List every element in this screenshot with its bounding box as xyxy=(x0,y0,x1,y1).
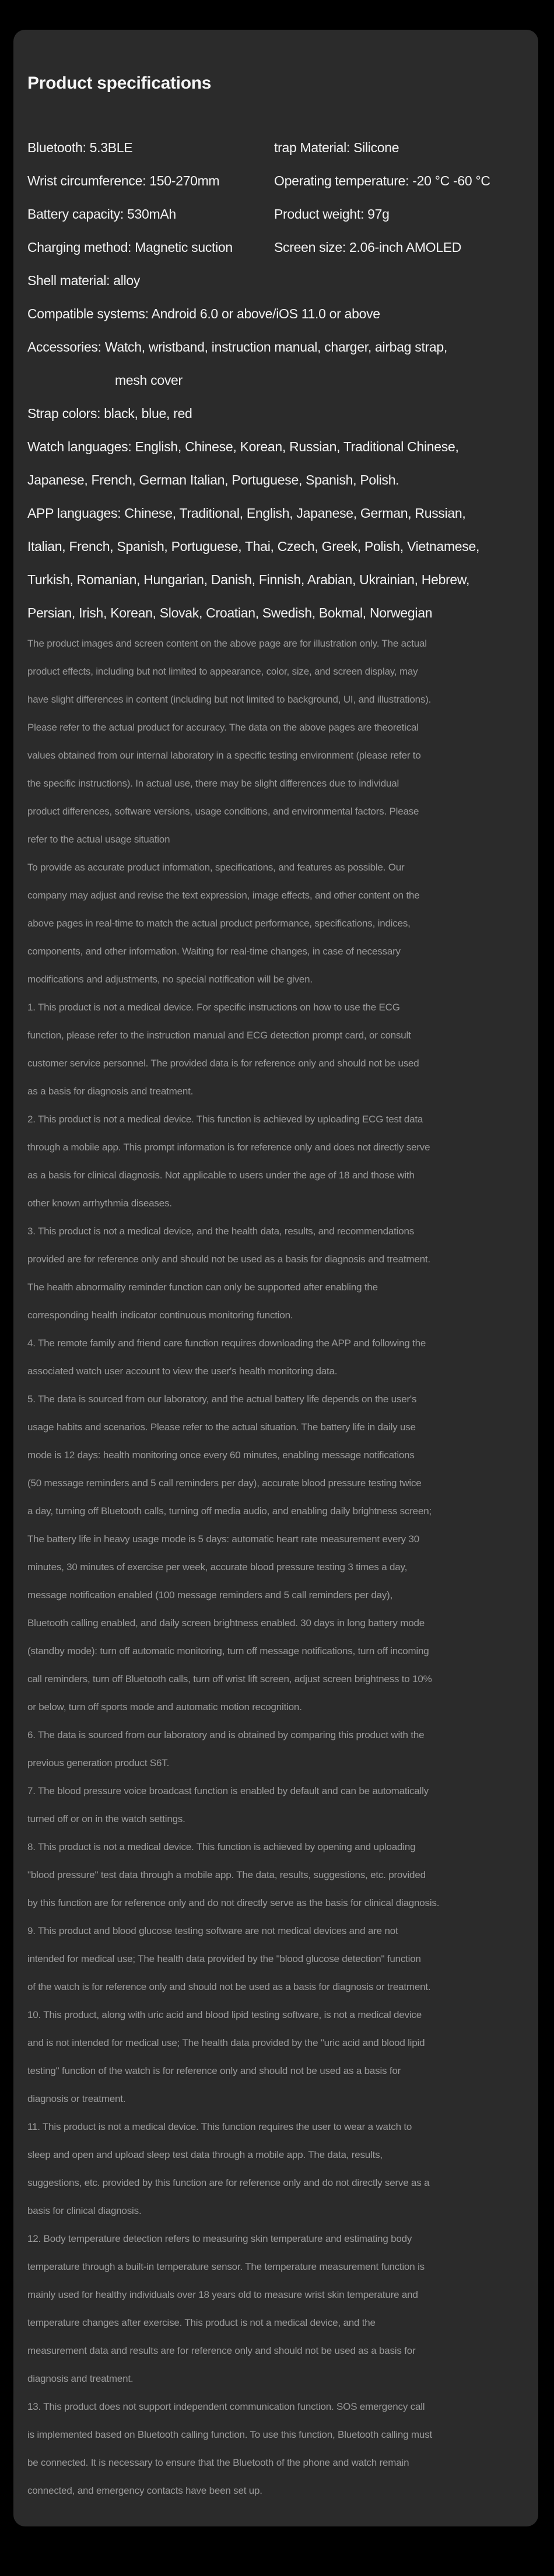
spec-line: Turkish, Romanian, Hungarian, Danish, Finnish, Arabian, Ukrainian, Hebrew, xyxy=(27,572,470,587)
spec-line: APP languages: Chinese, Traditional, English, Japanese, German, Russian, xyxy=(27,506,466,521)
spec-line: Persian, Irish, Korean, Slovak, Croatian, Swedish, Bokmal, Norwegian xyxy=(27,605,433,620)
note-line: by this function are for reference only and do not directly serve as the basis for clinical diagnosis. xyxy=(27,1897,440,1908)
note-line: function, please refer to the instruction manual and ECG detection prompt card, or consult xyxy=(27,1030,411,1041)
spec-right: trap Material: Silicone xyxy=(274,140,399,155)
note-line: mainly used for healthy individuals over 18 years old to measure wrist skin temperature and xyxy=(27,2289,418,2300)
spec-right: Screen size: 2.06-inch AMOLED xyxy=(274,240,462,255)
note-line: diagnosis or treatment. xyxy=(27,2093,126,2104)
spec-line: mesh cover xyxy=(115,373,183,388)
note-line: diagnosis and treatment. xyxy=(27,2373,134,2384)
note-line: measurement data and results are for reference only and should not be used as a basis for xyxy=(27,2345,416,2356)
specs-section xyxy=(27,131,524,630)
note-line: suggestions, etc. provided by this function are for reference only and do not directly serve as a xyxy=(27,2177,430,2188)
disclaimer-section xyxy=(27,630,524,2505)
note-line: 13. This product does not support independent communication function. SOS emergency call xyxy=(27,2401,425,2412)
note-line: 3. This product is not a medical device, and the health data, results, and recommendations xyxy=(27,1226,415,1237)
note-line: 6. The data is sourced from our laboratory and is obtained by comparing this product with the xyxy=(27,1729,425,1740)
note-line: customer service personnel. The provided data is for reference only and should not be used xyxy=(27,1058,419,1069)
spec-row xyxy=(27,164,524,198)
note-line: call reminders, turn off Bluetooth calls, turn off wrist lift screen, adjust screen brightness to 10% xyxy=(27,1673,432,1684)
note-line: 1. This product is not a medical device. For specific instructions on how to use the ECG xyxy=(27,1002,400,1013)
note-line: intended for medical use; The health data provided by the "blood glucose detection" function xyxy=(27,1953,421,1964)
note-line: above pages in real-time to match the actual product performance, specifications, indices, xyxy=(27,918,411,929)
note-line: basis for clinical diagnosis. xyxy=(27,2205,142,2216)
note-line: Bluetooth calling enabled, and daily screen brightness enabled. 30 days in long battery mode xyxy=(27,1617,425,1629)
note-line: other known arrhythmia diseases. xyxy=(27,1198,172,1209)
spec-row xyxy=(27,131,524,164)
spec-line: Strap colors: black, blue, red xyxy=(27,406,192,421)
note-line: of the watch is for reference only and should not be used as a basis for diagnosis or treatment. xyxy=(27,1981,431,1992)
note-line: The product images and screen content on the above page are for illustration only. The actual xyxy=(27,638,427,649)
spec-left: Battery capacity: 530mAh xyxy=(27,206,176,222)
note-line: Please refer to the actual product for accuracy. The data on the above pages are theoretical xyxy=(27,722,419,733)
note-line: and is not intended for medical use; The health data provided by the "uric acid and blood lipid xyxy=(27,2037,425,2048)
note-line: 4. The remote family and friend care function requires downloading the APP and following the xyxy=(27,1338,426,1349)
note-line: have slight differences in content (including but not limited to background, UI, and illustrations). xyxy=(27,694,432,705)
note-line: (standby mode): turn off automatic monitoring, turn off message notifications, turn off incoming xyxy=(27,1645,429,1656)
note-line: 2. This product is not a medical device. This function is achieved by uploading ECG test data xyxy=(27,1114,423,1125)
note-line: 12. Body temperature detection refers to measuring skin temperature and estimating body xyxy=(27,2233,412,2244)
spec-left: Charging method: Magnetic suction xyxy=(27,240,233,255)
spec-line: Compatible systems: Android 6.0 or above/iOS 11.0 or above xyxy=(27,306,380,321)
note-line: as a basis for clinical diagnosis. Not applicable to users under the age of 18 and those with xyxy=(27,1170,415,1181)
note-line: modifications and adjustments, no special notification will be given. xyxy=(27,974,313,985)
spec-line: Watch languages: English, Chinese, Korean, Russian, Traditional Chinese, xyxy=(27,439,459,454)
note-line: company may adjust and revise the text expression, image effects, and other content on the xyxy=(27,890,420,901)
spec-right: Product weight: 97g xyxy=(274,206,390,222)
product-specs-card xyxy=(13,30,538,2526)
note-line: values obtained from our internal laboratory in a specific testing environment (please refer to xyxy=(27,750,421,761)
note-line: or below, turn off sports mode and automatic motion recognition. xyxy=(27,1701,302,1712)
note-line: be connected. It is necessary to ensure that the Bluetooth of the phone and watch remain xyxy=(27,2457,409,2468)
note-line: temperature through a built-in temperature sensor. The temperature measurement function is xyxy=(27,2261,425,2272)
note-line: associated watch user account to view the user's health monitoring data. xyxy=(27,1366,338,1377)
note-line: as a basis for diagnosis and treatment. xyxy=(27,1086,194,1097)
note-line: message notification enabled (100 message reminders and 5 call reminders per day), xyxy=(27,1589,393,1601)
spec-left: Wrist circumference: 150-270mm xyxy=(27,173,220,188)
note-line: product differences, software versions, usage conditions, and environmental factors. Please xyxy=(27,806,419,817)
note-line: sleep and open and upload sleep test data through a mobile app. The data, results, xyxy=(27,2149,383,2160)
note-line: 7. The blood pressure voice broadcast function is enabled by default and can be automatically xyxy=(27,1785,429,1796)
note-line: previous generation product S6T. xyxy=(27,1757,170,1768)
note-line: product effects, including but not limited to appearance, color, size, and screen display, may xyxy=(27,666,418,677)
note-line: corresponding health indicator continuous monitoring function. xyxy=(27,1310,293,1321)
spec-row xyxy=(27,198,524,231)
note-line: 5. The data is sourced from our laboratory, and the actual battery life depends on the user's xyxy=(27,1394,417,1405)
note-line: 11. This product is not a medical device. This function requires the user to wear a watch to xyxy=(27,2121,412,2132)
note-line: components, and other information. Waiting for real-time changes, in case of necessary xyxy=(27,946,401,957)
note-line: The battery life in heavy usage mode is 5 days: automatic heart rate measurement every 30 xyxy=(27,1533,420,1545)
note-line: 10. This product, along with uric acid and blood lipid testing software, is not a medical device xyxy=(27,2009,422,2020)
note-line: minutes, 30 minutes of exercise per week, accurate blood pressure testing 3 times a day, xyxy=(27,1561,408,1573)
note-line: 9. This product and blood glucose testing software are not medical devices and are not xyxy=(27,1925,398,1936)
spec-line: Shell material: alloy xyxy=(27,273,141,288)
note-line: provided are for reference only and should not be used as a basis for diagnosis and treatment. xyxy=(27,1254,430,1265)
note-line: The health abnormality reminder function can only be supported after enabling the xyxy=(27,1282,378,1293)
note-line: "blood pressure" test data through a mobile app. The data, results, suggestions, etc. provided xyxy=(27,1869,426,1880)
spec-line: Italian, French, Spanish, Portuguese, Thai, Czech, Greek, Polish, Vietnamese, xyxy=(27,539,480,554)
spec-line: Accessories: Watch, wristband, instruction manual, charger, airbag strap, xyxy=(27,339,447,355)
note-line: mode is 12 days: health monitoring once every 60 minutes, enabling message notifications xyxy=(27,1450,415,1461)
note-line: 8. This product is not a medical device. This function is achieved by opening and uploading xyxy=(27,1841,416,1852)
note-line: turned off or on in the watch settings. xyxy=(27,1813,185,1824)
note-line: connected, and emergency contacts have been set up. xyxy=(27,2485,262,2496)
note-line: testing" function of the watch is for reference only and should not be used as a basis for xyxy=(27,2065,401,2076)
note-line: To provide as accurate product information, specifications, and features as possible. Our xyxy=(27,862,405,873)
note-line: temperature changes after exercise. This product is not a medical device, and the xyxy=(27,2317,376,2328)
note-line: usage habits and scenarios. Please refer to the actual situation. The battery life in daily use xyxy=(27,1422,416,1433)
spec-row xyxy=(27,231,524,264)
spec-left: Bluetooth: 5.3BLE xyxy=(27,140,133,155)
spec-right: Operating temperature: -20 °C -60 °C xyxy=(274,173,490,188)
note-line: (50 message reminders and 5 call reminders per day), accurate blood pressure testing twice xyxy=(27,1477,422,1489)
note-line: through a mobile app. This prompt information is for reference only and does not directly serve xyxy=(27,1142,430,1153)
note-line: a day, turning off Bluetooth calls, turning off media audio, and enabling daily brightness screen; xyxy=(27,1505,432,1517)
note-line: the specific instructions). In actual use, there may be slight differences due to individual xyxy=(27,778,399,789)
note-line: is implemented based on Bluetooth calling function. To use this function, Bluetooth calling must xyxy=(27,2429,432,2440)
note-line: refer to the actual usage situation xyxy=(27,834,170,845)
page-title: Product specifications xyxy=(27,73,212,93)
spec-line: Japanese, French, German Italian, Portuguese, Spanish, Polish. xyxy=(27,472,399,487)
